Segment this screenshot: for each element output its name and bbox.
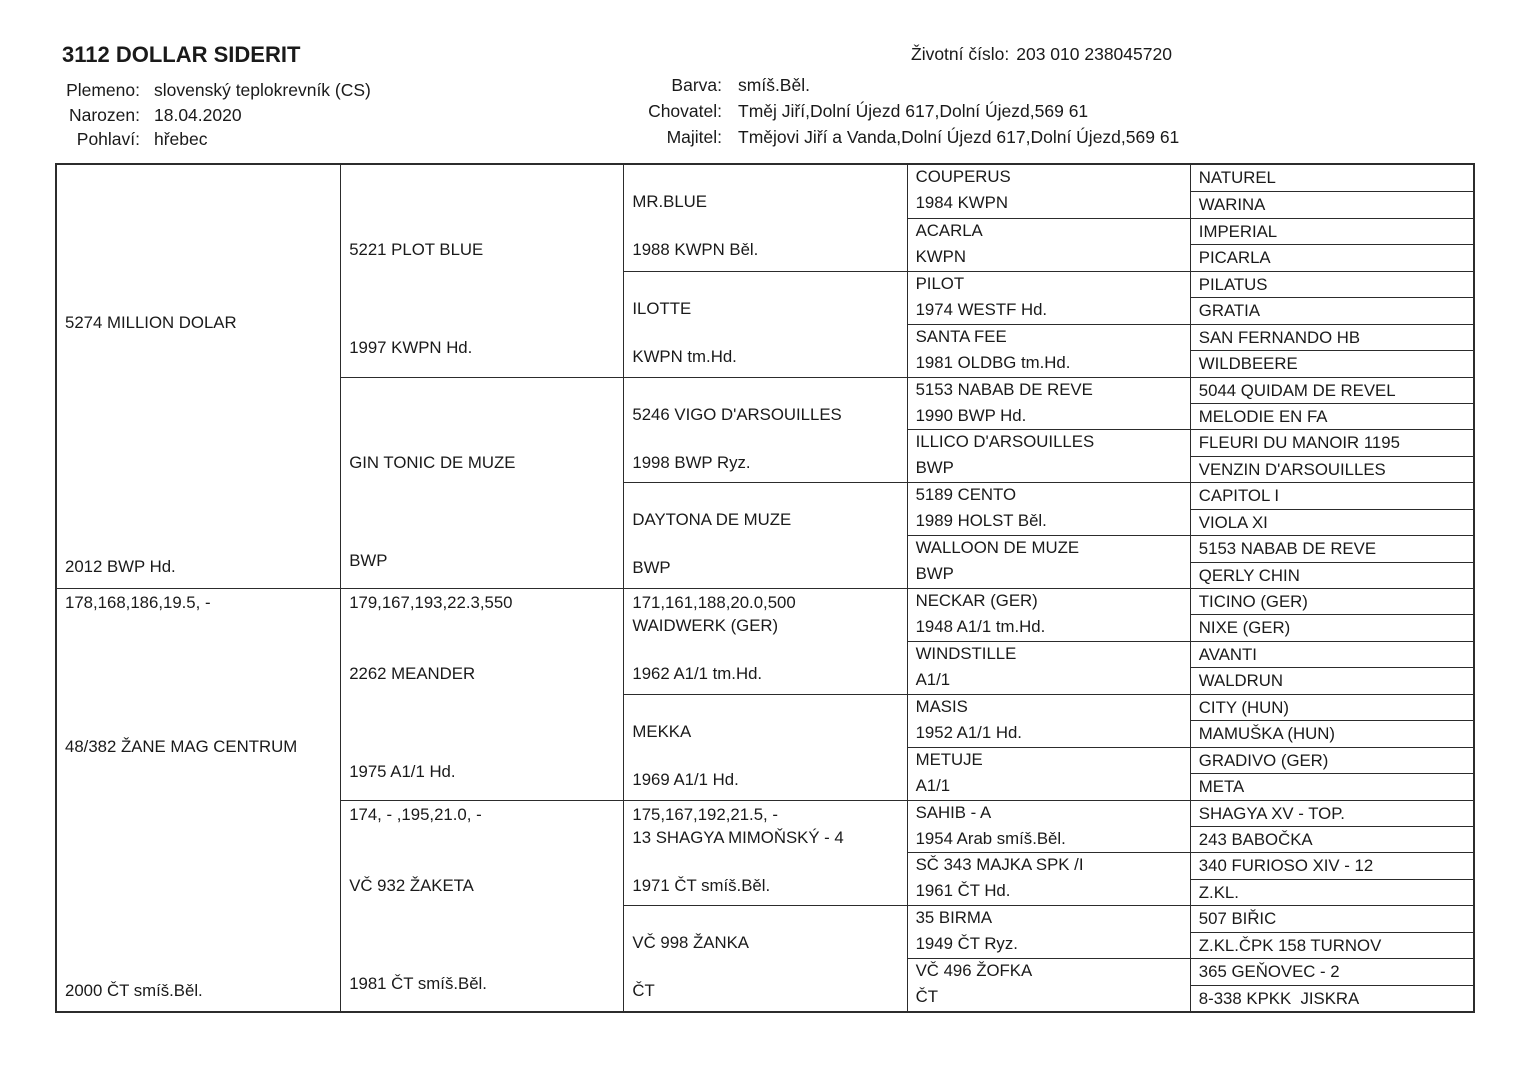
horse-name: NATUREL [1198, 168, 1276, 187]
pedigree-cell [1190, 271, 1473, 297]
horse-name: MR.BLUE [632, 192, 707, 211]
pedigree-cell [1190, 588, 1473, 614]
horse-info: KWPN [915, 246, 966, 266]
pedigree-cell [1190, 614, 1473, 640]
field-value: Tměj Jiří,Dolní Újezd 617,Dolní Újezd,569 61 [738, 101, 1089, 122]
horse-info: ČT [632, 981, 655, 1001]
horse-name: 48/382 ŽANE MAG CENTRUM [65, 737, 298, 756]
horse-info: 1962 A1/1 tm.Hd. [632, 664, 763, 683]
pedigree-cell [1190, 852, 1473, 878]
field-value: slovenský teplokrevník (CS) [154, 79, 371, 100]
horse-name: GRADIVO (GER) [1198, 750, 1329, 770]
life-number-value: 203 010 238045720 [1016, 44, 1172, 64]
field-pohlavi [62, 127, 371, 152]
horse-name: 5189 CENTO [915, 485, 1017, 505]
pedigree-cell [1190, 165, 1473, 191]
pedigree-cell [1190, 403, 1473, 429]
field-majitel [560, 125, 1179, 151]
pedigree-cell [1190, 244, 1473, 270]
pedigree-cell [1190, 958, 1473, 984]
field-value: hřebec [154, 129, 208, 150]
horse-info: A1/1 [915, 669, 951, 689]
pedigree-cell [907, 429, 1190, 482]
horse-name: MAMUŠKA (HUN) [1198, 724, 1335, 744]
field-label: Chovatel: [648, 101, 722, 122]
horse-name: MELODIE EN FA [1198, 406, 1328, 426]
horse-info: 1975 A1/1 Hd. [349, 762, 456, 781]
horse-name: Z.KL. [1198, 882, 1239, 902]
horse-name: SČ 343 MAJKA SPK /I [915, 855, 1084, 875]
horse-name: MASIS [915, 696, 968, 716]
horse-name: TICINO (GER) [1198, 592, 1308, 611]
horse-info: 2000 ČT smíš.Běl. [65, 981, 203, 1000]
horse-name: VČ 496 ŽOFKA [915, 961, 1033, 981]
pedigree-cell [1190, 826, 1473, 852]
pedigree-cell [1190, 747, 1473, 773]
horse-name: CITY (HUN) [1198, 697, 1289, 717]
page-title: 3112 DOLLAR SIDERIT [62, 42, 301, 67]
pedigree-cell [1190, 720, 1473, 746]
horse-name: SANTA FEE [915, 326, 1007, 346]
horse-name: COUPERUS [915, 167, 1011, 186]
pedigree-cell [1190, 509, 1473, 535]
horse-name: 5153 NABAB DE REVE [915, 379, 1093, 399]
horse-info: 1981 OLDBG tm.Hd. [915, 352, 1071, 372]
field-value: 18.04.2020 [154, 104, 242, 125]
horse-info: 1954 Arab smíš.Běl. [915, 828, 1066, 848]
horse-measurements: 174, - ,195,21.0, - [349, 804, 482, 824]
pedigree-cell [623, 588, 906, 694]
horse-name: VČ 998 ŽANKA [632, 933, 749, 953]
pedigree-cell [1190, 985, 1473, 1011]
pedigree-cell [907, 324, 1190, 377]
field-label: Plemeno: [66, 79, 140, 100]
horse-info: BWP [632, 558, 671, 578]
pedigree-cell [1190, 482, 1473, 508]
pedigree-cell [1190, 297, 1473, 323]
horse-info: BWP [349, 550, 388, 570]
pedigree-cell [340, 588, 623, 800]
horse-measurements: 179,167,193,22.3,550 [349, 593, 513, 612]
horse-name: MEKKA [632, 721, 692, 741]
horse-details-left [62, 78, 371, 152]
pedigree-cell [1190, 350, 1473, 376]
pedigree-cell [907, 905, 1190, 958]
field-label: Pohlaví: [76, 129, 140, 150]
horse-measurements: 171,161,188,20.0,500 [632, 593, 796, 612]
horse-name: CAPITOL I [1198, 486, 1279, 506]
horse-name: GRATIA [1198, 301, 1261, 321]
field-narozen [62, 103, 371, 128]
horse-name: DAYTONA DE MUZE [632, 510, 792, 530]
field-label: Majitel: [666, 127, 722, 148]
pedigree-cell [623, 377, 906, 483]
horse-info: 1981 ČT smíš.Běl. [349, 973, 487, 993]
horse-info: 1948 A1/1 tm.Hd. [915, 617, 1046, 636]
field-barva [560, 72, 1179, 98]
pedigree-cell [1190, 932, 1473, 958]
horse-details-right [560, 72, 1179, 151]
horse-name: 340 FURIOSO XIV - 12 [1198, 856, 1374, 876]
horse-name: WALLOON DE MUZE [915, 538, 1080, 558]
horse-name: FLEURI DU MANOIR 1195 [1198, 433, 1400, 453]
horse-name: 13 SHAGYA MIMOŇSKÝ - 4 [632, 827, 844, 847]
horse-info: 1990 BWP Hd. [915, 405, 1027, 425]
pedigree-cell [340, 165, 623, 377]
pedigree-cell [1190, 694, 1473, 720]
pedigree-cell [1190, 218, 1473, 244]
pedigree-cell [1190, 905, 1473, 931]
horse-name: 5221 PLOT BLUE [349, 240, 484, 259]
horse-name: AVANTI [1198, 644, 1257, 664]
pedigree-cell [1190, 377, 1473, 403]
horse-info: KWPN tm.Hd. [632, 346, 737, 366]
pedigree-cell [623, 271, 906, 377]
pedigree-cell [623, 905, 906, 1011]
field-label: Barva: [671, 74, 722, 95]
pedigree-cell [907, 165, 1190, 218]
pedigree-cell [1190, 800, 1473, 826]
horse-measurements: 175,167,192,21.5, - [632, 804, 778, 824]
horse-name: 35 BIRMA [915, 908, 993, 928]
pedigree-cell [907, 747, 1190, 800]
horse-name: QERLY CHIN [1198, 565, 1300, 585]
horse-name: 5044 QUIDAM DE REVEL [1198, 380, 1396, 400]
horse-name: GIN TONIC DE MUZE [349, 452, 516, 472]
pedigree-cell [907, 535, 1190, 588]
horse-info: 1971 ČT smíš.Běl. [632, 875, 771, 895]
horse-info: 1988 KWPN Běl. [632, 240, 759, 259]
horse-name: ACARLA [915, 220, 983, 240]
horse-info: BWP [915, 458, 954, 478]
pedigree-cell [1190, 429, 1473, 455]
pedigree-cell-sire [57, 165, 340, 588]
field-plemeno [62, 78, 371, 103]
horse-info: 1989 HOLST Běl. [915, 511, 1047, 531]
horse-name: 365 GEŇOVEC - 2 [1198, 962, 1340, 982]
pedigree-cell [1190, 191, 1473, 217]
field-value: Tmějovi Jiří a Vanda,Dolní Újezd 617,Dolní Újezd,569 61 [738, 127, 1180, 148]
horse-name: WARINA [1198, 195, 1266, 215]
pedigree-cell [907, 958, 1190, 1011]
horse-name: PILATUS [1198, 274, 1268, 294]
pedigree-cell [1190, 324, 1473, 350]
horse-info: ČT [915, 987, 938, 1007]
pedigree-cell [1190, 667, 1473, 693]
horse-name: SHAGYA XV - TOP. [1198, 803, 1345, 823]
life-number-label: Životní číslo: [911, 44, 1010, 64]
horse-info: 1969 A1/1 Hd. [632, 769, 739, 789]
pedigree-cell [623, 694, 906, 800]
pedigree-cell [907, 482, 1190, 535]
pedigree-cell [907, 694, 1190, 747]
horse-info: 2012 BWP Hd. [65, 557, 176, 576]
field-chovatel [560, 98, 1179, 124]
horse-name: WAIDWERK (GER) [632, 616, 779, 635]
horse-name: PILOT [915, 273, 965, 293]
horse-name: 8-338 KPKK JISKRA [1198, 988, 1360, 1008]
pedigree-cell-dam [57, 588, 340, 1011]
pedigree-cell [907, 800, 1190, 853]
horse-info: 1997 KWPN Hd. [349, 338, 473, 357]
horse-name: SAN FERNANDO HB [1198, 327, 1361, 347]
pedigree-cell [1190, 773, 1473, 799]
horse-info: 1952 A1/1 Hd. [915, 722, 1022, 742]
horse-name: WILDBEERE [1198, 354, 1298, 374]
horse-name: WINDSTILLE [915, 643, 1017, 663]
horse-name: 2262 MEANDER [349, 664, 476, 683]
pedigree-cell [1190, 456, 1473, 482]
horse-name: VIOLA XI [1198, 512, 1268, 532]
horse-name: ILOTTE [632, 298, 692, 318]
horse-name: METUJE [915, 749, 983, 769]
pedigree-cell [1190, 562, 1473, 588]
horse-name: NECKAR (GER) [915, 591, 1038, 610]
pedigree-table [55, 163, 1475, 1013]
horse-name: 243 BABOČKA [1198, 829, 1313, 849]
horse-info: 1974 WESTF Hd. [915, 299, 1048, 319]
horse-info: 1961 ČT Hd. [915, 881, 1011, 901]
horse-name: ILLICO D'ARSOUILLES [915, 432, 1095, 452]
field-value: smíš.Běl. [738, 74, 810, 95]
life-number [911, 44, 1172, 65]
pedigree-cell [623, 800, 906, 906]
pedigree-cell [907, 271, 1190, 324]
pedigree-cell [907, 377, 1190, 430]
horse-name: 5274 MILLION DOLAR [65, 313, 237, 332]
field-label: Narozen: [68, 104, 140, 125]
horse-name: VČ 932 ŽAKETA [349, 875, 474, 895]
horse-name: Z.KL.ČPK 158 TURNOV [1198, 935, 1382, 955]
horse-name: IMPERIAL [1198, 221, 1278, 241]
horse-name: VENZIN D'ARSOUILLES [1198, 459, 1386, 479]
horse-measurements: 178,168,186,19.5, - [65, 593, 211, 612]
horse-info: 1984 KWPN [915, 193, 1008, 212]
horse-name: WALDRUN [1198, 671, 1284, 691]
pedigree-cell [623, 482, 906, 588]
horse-info: 1949 ČT Ryz. [915, 934, 1018, 954]
pedigree-cell [1190, 879, 1473, 905]
horse-name: 507 BIŘIC [1198, 909, 1277, 929]
horse-info: 1998 BWP Ryz. [632, 452, 751, 472]
horse-name: META [1198, 777, 1245, 797]
horse-info: BWP [915, 564, 954, 584]
pedigree-cell [1190, 535, 1473, 561]
pedigree-cell [340, 800, 623, 1012]
pedigree-cell [907, 218, 1190, 271]
horse-name: NIXE (GER) [1198, 618, 1291, 638]
horse-name: 5246 VIGO D'ARSOUILLES [632, 404, 842, 424]
horse-name: 5153 NABAB DE REVE [1198, 539, 1377, 559]
pedigree-cell [907, 641, 1190, 694]
horse-name: SAHIB - A [915, 802, 992, 822]
pedigree-cell [623, 165, 906, 271]
horse-name: PICARLA [1198, 248, 1271, 268]
pedigree-cell [907, 588, 1190, 641]
horse-info: A1/1 [915, 775, 951, 795]
pedigree-cell [1190, 641, 1473, 667]
pedigree-cell [340, 377, 623, 589]
pedigree-cell [907, 852, 1190, 905]
